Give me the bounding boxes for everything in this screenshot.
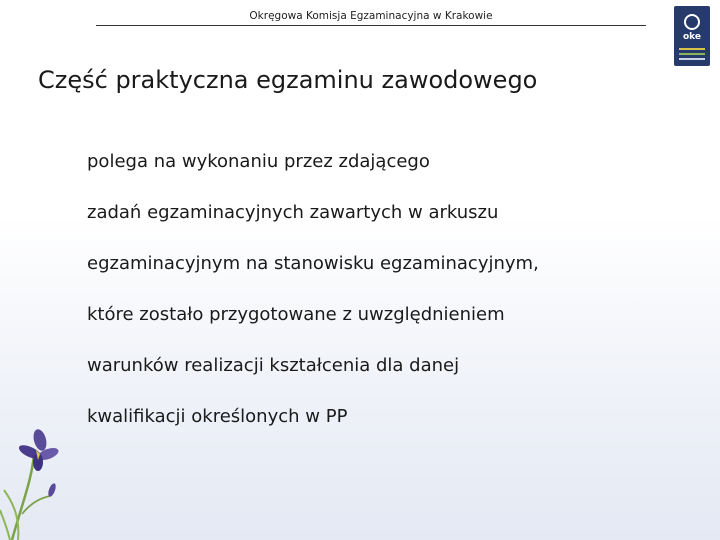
logo-ring-icon bbox=[684, 14, 700, 30]
oke-logo bbox=[674, 6, 710, 66]
logo-stripe bbox=[679, 58, 705, 60]
body-line: warunków realizacji kształcenia dla danej bbox=[87, 355, 460, 376]
logo-stripe bbox=[679, 53, 705, 55]
body-line: które zostało przygotowane z uwzględnieniem bbox=[87, 304, 505, 325]
logo-stripe bbox=[679, 48, 705, 50]
slide-title: Część praktyczna egzaminu zawodowego bbox=[38, 66, 538, 94]
slide-header bbox=[96, 4, 646, 28]
body-line: zadań egzaminacyjnych zawartych w arkuszu bbox=[87, 202, 499, 223]
institution-name: Okręgowa Komisja Egzaminacyjna w Krakowie bbox=[249, 10, 493, 22]
logo-mark: oke bbox=[682, 32, 702, 42]
body-line: polega na wykonaniu przez zdającego bbox=[87, 151, 430, 172]
iris-flower-icon bbox=[0, 424, 70, 540]
body-line: egzaminacyjnym na stanowisku egzaminacyjnym, bbox=[87, 253, 539, 274]
slide-body bbox=[87, 142, 697, 448]
header-divider bbox=[96, 25, 646, 26]
body-line: kwalifikacji określonych w PP bbox=[87, 406, 348, 427]
